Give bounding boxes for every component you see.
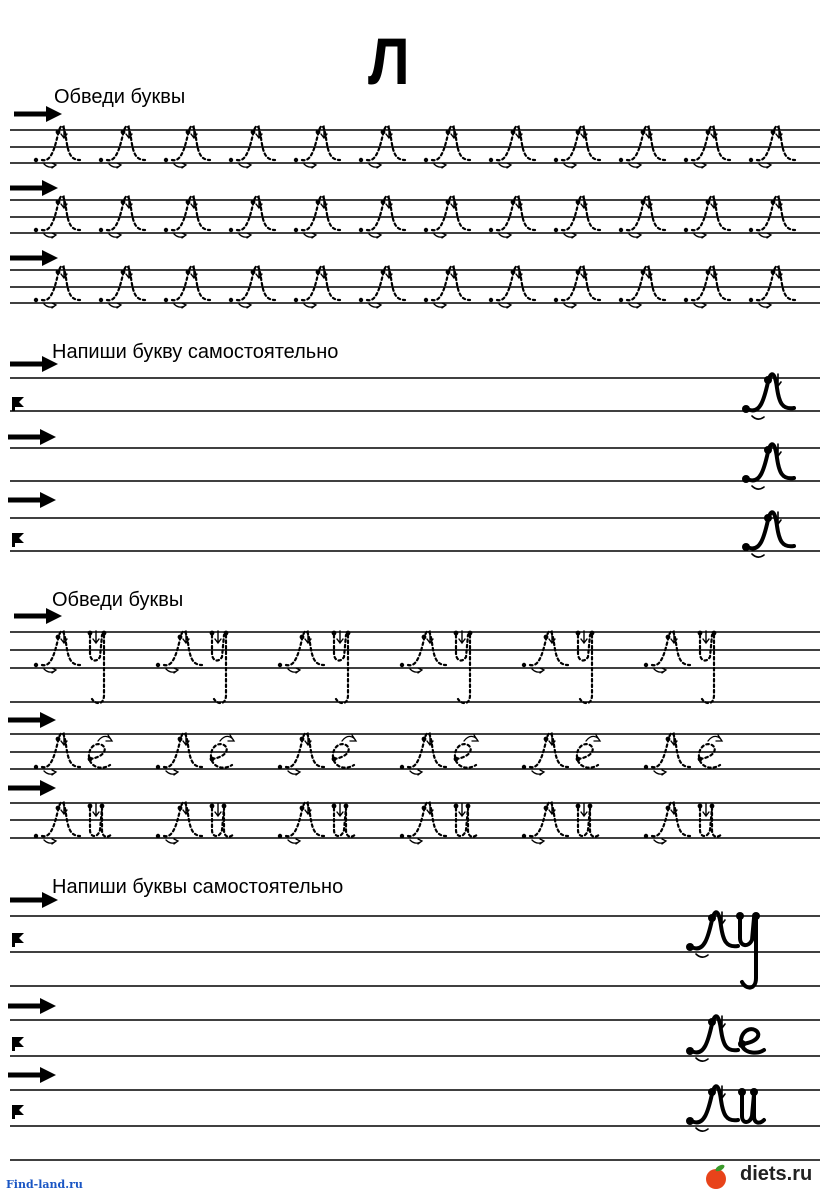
arrow-icon xyxy=(14,106,62,122)
section-4-heading: Напиши буквы самостоятельно xyxy=(52,876,344,898)
flag-icon xyxy=(12,533,24,547)
traced-letter-u xyxy=(698,631,717,703)
arrow-icon xyxy=(8,780,56,796)
section-2-heading: Напиши букву самостоятельно xyxy=(52,341,339,363)
traced-letter-l xyxy=(522,631,568,673)
arrow-icon xyxy=(10,892,58,908)
flag-icon xyxy=(12,1105,24,1119)
traced-letter-l xyxy=(34,631,80,673)
sample-syllable-li xyxy=(686,1086,764,1131)
arrow-icon xyxy=(10,180,58,196)
title-letter: Л xyxy=(368,24,410,98)
traced-letter-l xyxy=(278,631,324,673)
traced-letter-u xyxy=(332,631,351,703)
traced-letter-u xyxy=(88,631,107,703)
sample-letter-l xyxy=(742,444,794,489)
traced-letter-l xyxy=(644,631,690,673)
sample-letter-l xyxy=(742,374,794,419)
flag-icon xyxy=(12,933,24,947)
traced-letter-u xyxy=(210,631,229,703)
traced-letter-l xyxy=(400,631,446,673)
arrow-icon xyxy=(8,998,56,1014)
flag-icon xyxy=(12,1037,24,1051)
watermark-right: diets.ru xyxy=(740,1163,813,1185)
watermark-left: Find-land.ru xyxy=(6,1178,83,1191)
trace-syllable-row xyxy=(34,631,717,703)
traced-letter-u xyxy=(454,631,473,703)
section-3-heading: Обведи буквы xyxy=(52,589,184,611)
traced-letter-l xyxy=(156,631,202,673)
arrow-icon xyxy=(8,492,56,508)
traced-letter-u xyxy=(576,631,595,703)
sample-syllable-lu xyxy=(686,912,760,988)
arrow-icon xyxy=(10,250,58,266)
arrow-icon xyxy=(8,429,56,445)
section-2-ruling xyxy=(10,378,820,551)
arrow-icon xyxy=(10,356,58,372)
section-1-heading: Обведи буквы xyxy=(54,86,186,108)
flag-icon xyxy=(12,397,24,411)
arrow-icon xyxy=(8,712,56,728)
arrow-icon xyxy=(8,1067,56,1083)
apple-icon xyxy=(706,1163,726,1189)
sample-syllable-le xyxy=(686,1016,764,1061)
